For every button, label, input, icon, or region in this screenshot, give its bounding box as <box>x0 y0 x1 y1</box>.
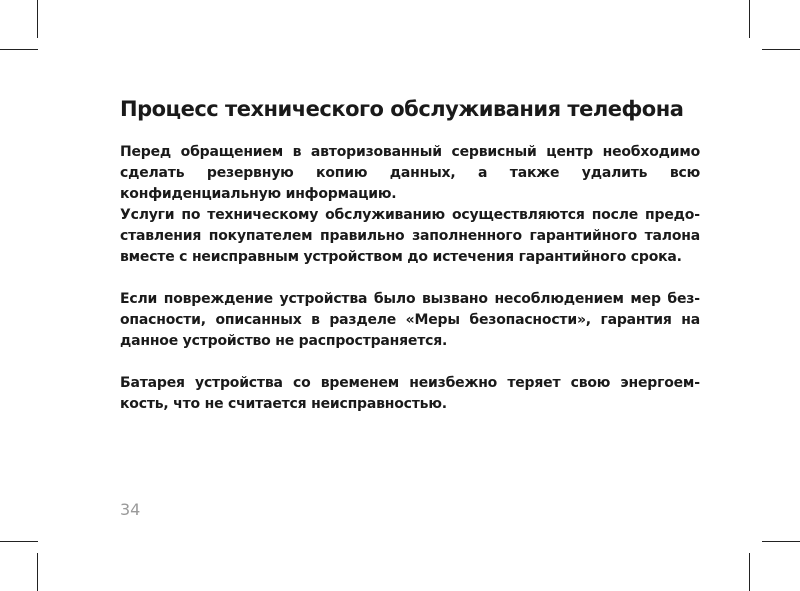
page-number: 34 <box>120 500 141 519</box>
paragraph-warranty-exclusion: Если повреждение устройства было вызвано несоблюдением мер безопасности, описанных в разделе «Меры безопасности», гарантия на данное устройство не распространяется. <box>120 291 700 349</box>
crop-mark-top-right-horizontal <box>762 49 800 50</box>
page-title: Процесс технического обслуживания телефона <box>120 97 684 121</box>
crop-mark-bottom-left-horizontal <box>0 541 38 542</box>
body-text <box>120 142 700 415</box>
crop-mark-bottom-right-horizontal <box>762 541 800 542</box>
paragraph-battery-notice: Батарея устройства со временем неизбежно теряет свою энергоемкость, что не считается неисправностью. <box>120 375 700 412</box>
crop-mark-bottom-left-vertical <box>37 553 38 591</box>
crop-mark-top-left-horizontal <box>0 49 38 50</box>
paragraph-backup-notice: Перед обращением в авторизованный сервисный центр необходимо сделать резервную копию данных, а также удалить всю конфиденциальную информацию. <box>120 144 700 202</box>
crop-mark-top-right-vertical <box>749 0 750 38</box>
crop-mark-top-left-vertical <box>37 0 38 38</box>
crop-mark-bottom-right-vertical <box>749 553 750 591</box>
paragraph-service-conditions: Услуги по техническому обслуживанию осуществляются после предоставления покупателем правильно заполненного гарантийного талона вместе с неисправным устройством до истечения гарантийного срока. <box>120 207 700 265</box>
